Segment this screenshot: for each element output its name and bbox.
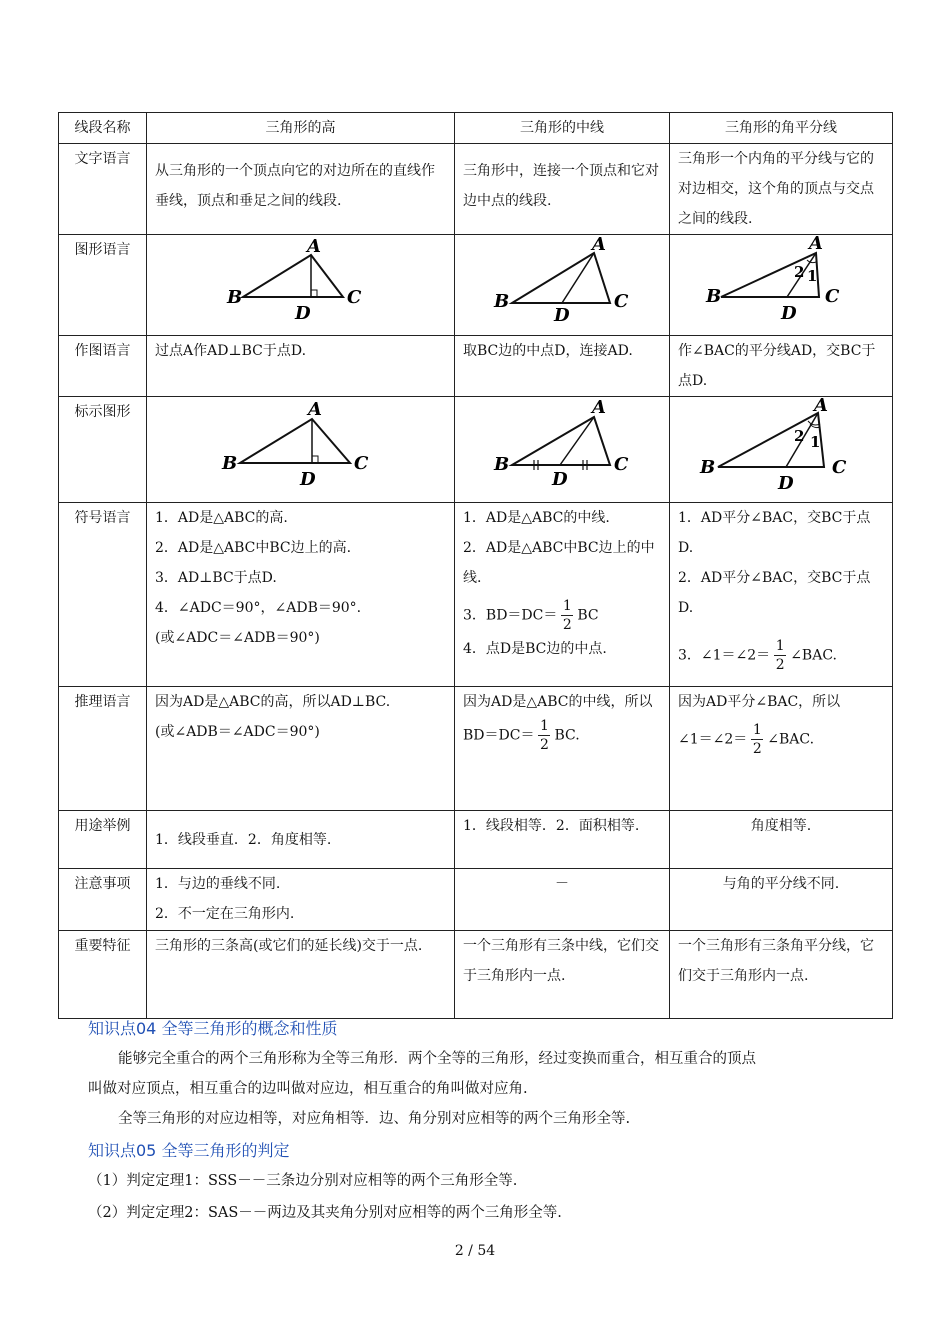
numerator: 1 (752, 722, 762, 738)
row-label: 用途举例 (59, 811, 147, 869)
label-a: A (809, 235, 823, 254)
row-marked-figure (59, 397, 893, 503)
line: 2．AD是△ABC中BC边上的高. (155, 540, 352, 556)
numerator: 1 (562, 598, 572, 614)
cell-text: 角度相等. (670, 811, 893, 869)
label-a: A (592, 235, 606, 255)
figure-median (455, 235, 670, 336)
label-c: C (832, 457, 847, 478)
cell-text: 一个三角形有三条中线，它们交于三角形内一点. (455, 931, 670, 1019)
line-with-fraction (678, 721, 884, 758)
row-label: 重要特征 (59, 931, 147, 1019)
row-usage-examples (59, 811, 893, 869)
marked-figure-altitude (147, 397, 455, 503)
label-b: B (221, 453, 237, 474)
cell-text: 1．线段垂直．2．角度相等. (147, 811, 455, 869)
row-label: 推理语言 (59, 687, 147, 811)
cell-text: 一个三角形有三条角平分线，它们交于三角形内一点. (670, 931, 893, 1019)
cell-reasoning-bisector (670, 687, 893, 811)
cell-text: 1．线段相等．2．面积相等. (455, 811, 670, 869)
angle-label-1: 1 (810, 433, 821, 451)
cell-reasoning-altitude (147, 687, 455, 811)
line: 1．与边的垂线不同. (155, 876, 281, 892)
formula-text: 3．∠1＝∠2＝ (678, 647, 771, 664)
formula-text: 因为AD是△ABC的中线，所以BD＝DC＝ (463, 694, 653, 744)
header-bisector: 三角形的角平分线 (670, 113, 893, 144)
figure-bisector (670, 235, 893, 336)
label-b: B (700, 457, 716, 478)
label-b: B (706, 286, 722, 307)
fraction-half (774, 637, 786, 674)
formula-text: ∠BAC. (790, 647, 837, 664)
denominator: 2 (539, 737, 549, 753)
page-number: 2 / 54 (454, 1243, 496, 1259)
figure-altitude (147, 235, 455, 336)
cell-text: 三角形中，连接一个顶点和它对边中点的线段. (455, 144, 670, 235)
marked-figure-median (455, 397, 670, 503)
header-median: 三角形的中线 (455, 113, 670, 144)
cell-symbol-altitude (147, 503, 455, 687)
theorem-sas: （2）判定定理2：SAS－－两边及其夹角分别对应相等的两个三角形全等. (88, 1205, 562, 1221)
formula-text: BC (577, 607, 599, 624)
line: 因为AD是△ABC的高，所以AD⊥BC. (155, 694, 391, 710)
formula-text: ∠1＝∠2＝ (678, 731, 748, 748)
label-a: A (307, 399, 322, 420)
cell-text: 作∠BAC的平分线AD，交BC于点D. (670, 336, 893, 397)
cell-text: 过点A作AD⊥BC于点D. (147, 336, 455, 397)
formula-text: BC. (554, 727, 580, 744)
line-with-fraction (463, 687, 661, 754)
header-segment-name: 线段名称 (59, 113, 147, 144)
row-label: 标示图形 (59, 397, 147, 503)
line: 因为AD平分∠BAC，所以 (678, 694, 841, 710)
label-a: A (814, 397, 828, 416)
label-a: A (306, 236, 321, 257)
row-label: 图形语言 (59, 235, 147, 336)
marked-figure-bisector (670, 397, 893, 503)
row-label: 注意事项 (59, 869, 147, 931)
denominator: 2 (752, 741, 762, 757)
angle-label-2: 2 (794, 263, 805, 281)
line: 2．AD是△ABC中BC边上的中线. (463, 540, 655, 586)
row-notes (59, 869, 893, 931)
angle-label-1: 1 (807, 267, 818, 285)
row-symbol-language (59, 503, 893, 687)
paragraph-04-line2: 叫做对应顶点，相互重合的边叫做对应边，相互重合的角叫做对应角. (88, 1081, 528, 1097)
cell-text: 从三角形的一个顶点向它的对边所在的直线作垂线，顶点和垂足之间的线段. (147, 144, 455, 235)
row-label: 作图语言 (59, 336, 147, 397)
row-label: 文字语言 (59, 144, 147, 235)
cell-symbol-bisector (670, 503, 893, 687)
label-d: D (554, 305, 570, 325)
fraction-half (538, 717, 550, 754)
line: 2．AD平分∠BAC，交BC于点D. (678, 570, 871, 616)
label-c: C (614, 291, 629, 312)
label-a: A (592, 397, 606, 418)
line: 2．不一定在三角形内. (155, 906, 295, 922)
line: 3．AD⊥BC于点D. (155, 570, 277, 586)
label-d: D (778, 473, 794, 493)
row-label: 符号语言 (59, 503, 147, 687)
cell-symbol-median (455, 503, 670, 687)
numerator: 1 (775, 638, 785, 654)
line: 1．AD是△ABC的中线. (463, 510, 610, 526)
line: 4．点D是BC边的中点. (463, 641, 607, 657)
theorem-sss: （1）判定定理1：SSS－－三条边分别对应相等的两个三角形全等. (88, 1173, 518, 1189)
cell-text: 三角形一个内角的平分线与它的对边相交，这个角的顶点与交点之间的线段. (670, 144, 893, 235)
denominator: 2 (562, 617, 572, 633)
comparison-table (58, 112, 893, 1019)
label-b: B (226, 287, 242, 308)
row-key-features (59, 931, 893, 1019)
cell-text: 取BC边的中点D，连接AD. (455, 336, 670, 397)
line: 1．AD是△ABC的高. (155, 510, 288, 526)
fraction-half (751, 721, 763, 758)
label-c: C (346, 287, 361, 308)
row-figure-language (59, 235, 893, 336)
line-with-fraction (463, 597, 661, 634)
label-c: C (825, 286, 840, 307)
label-b: B (494, 291, 510, 312)
line: (或∠ADB＝∠ADC＝90°) (155, 724, 320, 740)
label-d: D (781, 303, 797, 324)
fraction-half (561, 597, 573, 634)
formula-text: 3．BD＝DC＝ (463, 607, 558, 624)
label-d: D (552, 469, 568, 490)
line: (或∠ADC＝∠ADB＝90°) (155, 630, 320, 646)
cell-text: 三角形的三条高(或它们的延长线)交于一点. (147, 931, 455, 1019)
cell-notes-altitude (147, 869, 455, 931)
label-c: C (614, 454, 629, 475)
line: 4．∠ADC＝90°，∠ADB＝90°. (155, 600, 362, 616)
row-reasoning-language (59, 687, 893, 811)
section-title-05: 知识点05 全等三角形的判定 (88, 1141, 290, 1160)
header-altitude: 三角形的高 (147, 113, 455, 144)
cell-reasoning-median (455, 687, 670, 811)
label-d: D (299, 469, 316, 490)
section-title-04: 知识点04 全等三角形的概念和性质 (88, 1019, 338, 1038)
label-c: C (353, 453, 368, 474)
paragraph-04-line3: 全等三角形的对应边相等，对应角相等．边、角分别对应相等的两个三角形全等. (118, 1111, 631, 1127)
label-b: B (494, 454, 510, 475)
denominator: 2 (775, 657, 785, 673)
line: 1．AD平分∠BAC，交BC于点D. (678, 510, 871, 556)
numerator: 1 (539, 718, 549, 734)
table-header-row (59, 113, 893, 144)
row-construction-language (59, 336, 893, 397)
row-text-language (59, 144, 893, 235)
formula-text: ∠BAC. (767, 731, 815, 748)
cell-text: － (455, 869, 670, 931)
label-d: D (294, 303, 311, 324)
paragraph-04-line1: 能够完全重合的两个三角形称为全等三角形．两个全等的三角形，经过变换而重合，相互重合的顶点 (118, 1051, 756, 1067)
line-with-fraction (678, 637, 884, 674)
angle-label-2: 2 (794, 427, 805, 445)
cell-text: 与角的平分线不同. (670, 869, 893, 931)
